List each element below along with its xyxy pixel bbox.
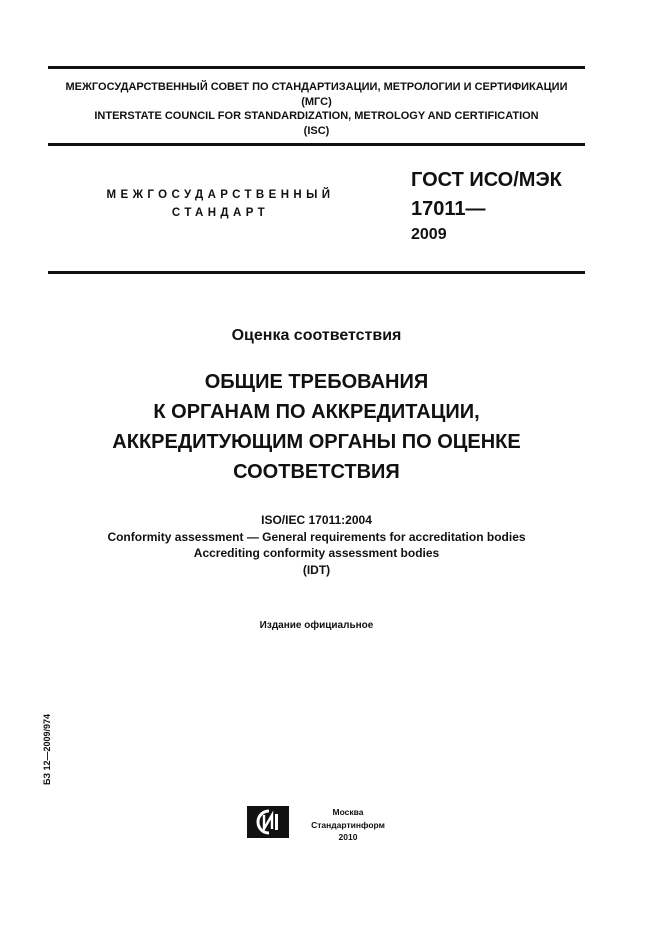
top-rule xyxy=(48,66,585,69)
publisher-name: Стандартинформ xyxy=(311,819,385,830)
main-title xyxy=(48,367,585,487)
publisher-year: 2010 xyxy=(338,832,358,842)
council-ru-abbr: (МГС) xyxy=(301,96,332,108)
standard-type-line1: МЕЖГОСУДАРСТВЕННЫЙ xyxy=(106,189,335,201)
edition-label: Издание официальное xyxy=(259,620,374,631)
publisher xyxy=(308,806,388,844)
council-en-abbr: (ISC) xyxy=(303,125,330,137)
header-bottom-rule xyxy=(48,143,585,146)
subject-title: Оценка соответствия xyxy=(231,327,402,344)
iso-equivalence: (IDT) xyxy=(302,562,331,577)
standard-type xyxy=(98,186,343,222)
iso-title-line2: Accrediting conformity assessment bodies xyxy=(193,546,440,560)
standartinform-logo-icon xyxy=(247,806,289,838)
iso-reference: ISO/IEC 17011:2004 xyxy=(261,513,372,527)
council-ru: МЕЖГОСУДАРСТВЕННЫЙ СОВЕТ ПО СТАНДАРТИЗАЦИИ, МЕТРОЛОГИИ И СЕРТИФИКАЦИИ xyxy=(65,81,568,93)
council-en: INTERSTATE COUNCIL FOR STANDARDIZATION, METROLOGY AND CERTIFICATION xyxy=(94,110,539,122)
designation-year: 2009 xyxy=(411,226,447,243)
designation-line1: ГОСТ ИСО/МЭК xyxy=(411,169,562,191)
side-code: БЗ 12—2009/974 xyxy=(42,713,52,785)
standard-type-line2: СТАНДАРТ xyxy=(171,207,270,219)
main-title-line4: СООТВЕТСТВИЯ xyxy=(233,461,400,483)
designation-line2: 17011— xyxy=(411,198,486,220)
main-title-line1: ОБЩИЕ ТРЕБОВАНИЯ xyxy=(204,371,429,393)
main-title-line2: К ОРГАНАМ ПО АККРЕДИТАЦИИ, xyxy=(153,401,480,423)
standard-bottom-rule xyxy=(48,271,585,274)
main-title-line3: АККРЕДИТУЮЩИМ ОРГАНЫ ПО ОЦЕНКЕ xyxy=(112,431,521,453)
publisher-city: Москва xyxy=(332,807,364,817)
standard-designation xyxy=(411,168,562,222)
iso-block xyxy=(48,512,585,578)
iso-title-line1: Conformity assessment — General requirements for accreditation bodies xyxy=(107,529,526,544)
